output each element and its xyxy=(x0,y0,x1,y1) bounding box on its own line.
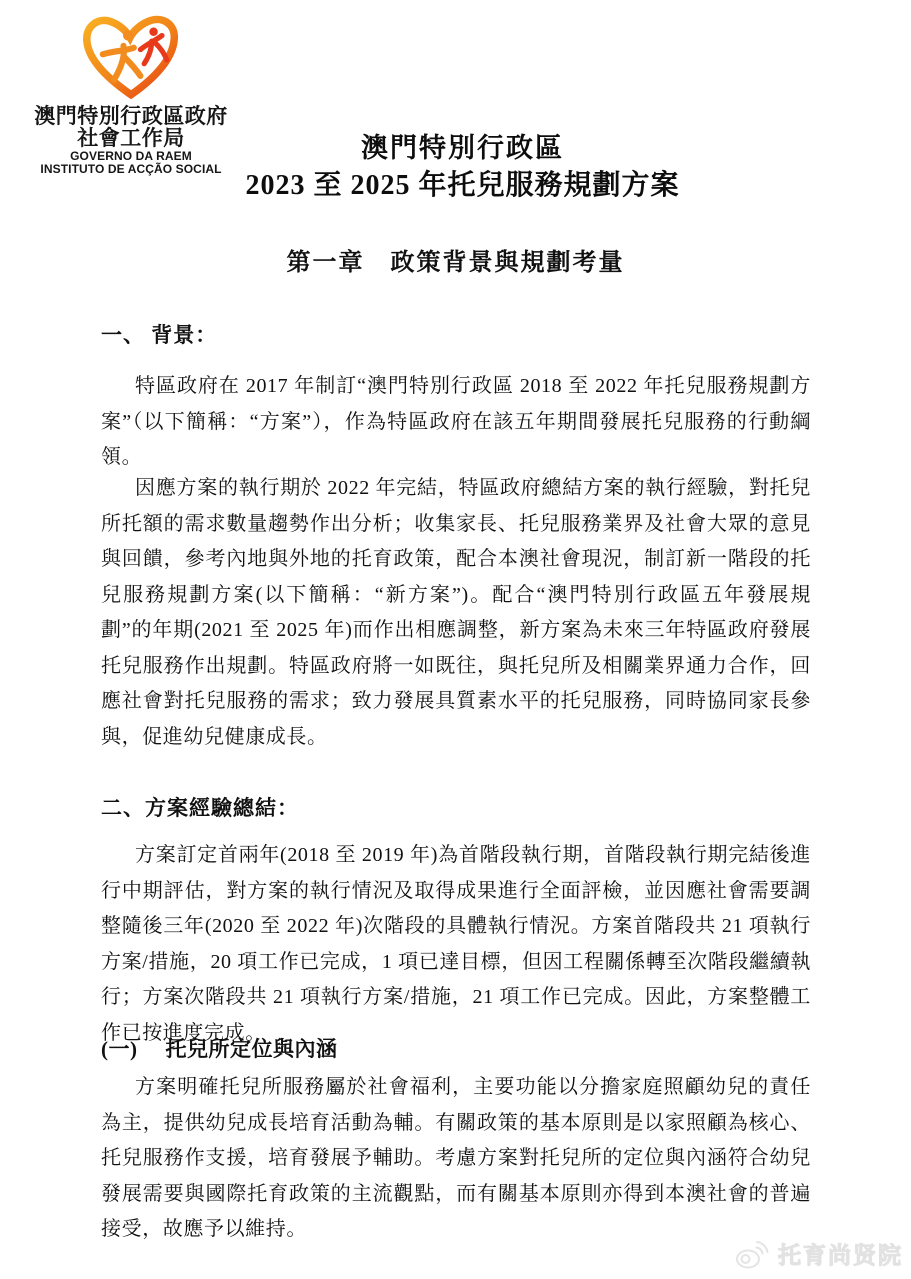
org-name-zh-line1: 澳門特別行政區政府 xyxy=(34,105,228,128)
document-title-line1: 澳門特別行政區 xyxy=(361,133,564,163)
subsection-title: 托兒所定位與內涵 xyxy=(165,1037,338,1061)
org-name-zh-line2: 社會工作局 xyxy=(77,127,185,150)
document-title xyxy=(225,130,700,204)
chapter-heading xyxy=(0,248,911,278)
watermark-text: 托育尚贤院 xyxy=(778,1242,903,1268)
subsection-number: (一) xyxy=(101,1037,138,1061)
section-heading-background: 一、 背景： xyxy=(101,323,218,347)
watermark xyxy=(735,1237,903,1270)
org-name-pt-line2: INSTITUTO DE ACÇÃO SOCIAL xyxy=(40,161,222,176)
body-paragraph: 方案訂定首兩年(2018 至 2019 年)為首階段執行期，首階段執行期完結後進行中期評估，對方案的執行情況及取得成果進行全面評檢，並因應社會需要調整隨後三年(2020 至 2022 年)次階段的具體執行情況。方案首階段共 21 項執行方案/措施，20 項工作已完成，1 項已達目標，但因工程關係轉至次階段繼續執行；方案次階段共 21 項執行方案/措施，21 項工作已完成。因此，方案整體工作已按進度完成。 xyxy=(101,844,811,1044)
body-paragraph: 因應方案的執行期於 2022 年完結，特區政府總結方案的執行經驗，對托兒所托額的需求數量趨勢作出分析；收集家長、托兒服務業界及社會大眾的意見與回饋，參考內地與外地的托育政策，配合本澳社會現況，制訂新一階段的托兒服務規劃方案(以下簡稱：“新方案”)。配合“澳門特別行政區五年發展規劃”的年期(2021 至 2025 年)而作出相應調整，新方案為未來三年特區政府發展托兒服務作出規劃。特區政府將一如既往，與托兒所及相關業界通力合作，回應社會對托兒服務的需求；致力發展具質素水平的托兒服務，同時協同家長參與，促進幼兒健康成長。 xyxy=(101,477,811,748)
body-paragraph: 特區政府在 2017 年制訂“澳門特別行政區 2018 至 2022 年托兒服務規劃方案”（以下簡稱：“方案”），作為特區政府在該五年期間發展托兒服務的行動綱領。 xyxy=(101,375,811,468)
chapter-number: 第一章 xyxy=(286,250,365,276)
weibo-icon xyxy=(735,1239,771,1269)
subsection-heading-positioning xyxy=(101,1036,811,1063)
heart-logo-icon xyxy=(72,12,190,106)
ias-logo-block xyxy=(26,12,236,175)
document-title-line2: 2023 至 2025 年托兒服務規劃方案 xyxy=(245,170,680,201)
section-heading-experience-summary: 二、方案經驗總結： xyxy=(101,796,299,820)
org-name-pt-line1: GOVERNO DA RAEM xyxy=(70,149,192,163)
chapter-title: 政策背景與規劃考量 xyxy=(390,250,625,276)
body-paragraph: 方案明確托兒所服務屬於社會福利，主要功能以分擔家庭照顧幼兒的責任為主，提供幼兒成長培育活動為輔。有關政策的基本原則是以家照顧為核心、托兒服務作支援，培育發展予輔助。考慮方案對托兒所的定位與內涵符合幼兒發展需要與國際托育政策的主流觀點，而有關基本原則亦得到本澳社會的普遍接受，故應予以維持。 xyxy=(101,1076,811,1240)
